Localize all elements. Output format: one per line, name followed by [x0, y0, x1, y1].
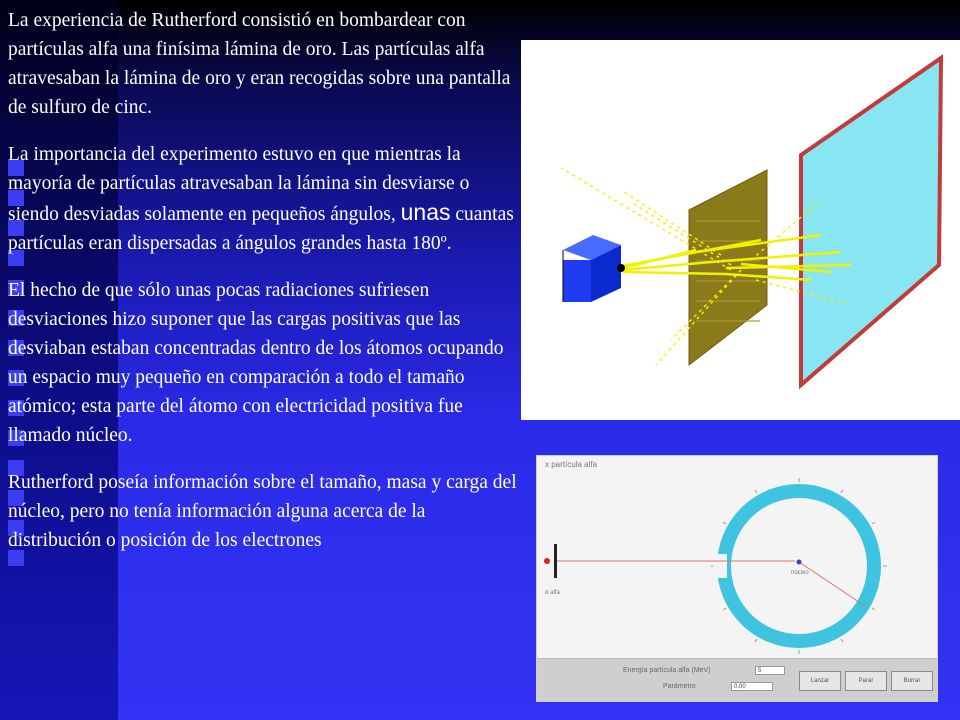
- paragraph-nucleus: El hecho de que sólo unas pocas radiaciones sufriesen desviaciones hizo suponer que las cargas positivas que las desviaban estaban concentradas dentro de los átomos ocupando un espacio muy pequeño en comparación a todo el tamaño atómico; esta parte del átomo con electricidad positiva fue llamado núcleo.: [8, 280, 504, 446]
- detector-ring: [724, 491, 874, 641]
- energy-input[interactable]: 5: [755, 666, 785, 675]
- importance-text-start: La importancia del experimento estuvo en que mientras la mayoría de partículas atravesaban la lámina sin desviarse o siendo desviadas solamente en pequeños ángulos,: [8, 144, 470, 225]
- angle-markers: [711, 478, 887, 654]
- zinc-sulfide-screen: [801, 58, 941, 385]
- slide-text: [8, 6, 520, 573]
- rutherford-experiment-illustration: [521, 40, 960, 420]
- parameter-label: Parámetro: [663, 683, 696, 690]
- alpha-source-box-front: [563, 260, 591, 302]
- clear-button[interactable]: Borrar: [891, 671, 933, 691]
- energy-label: Energía partícula alfa (MeV): [623, 667, 711, 674]
- source-label: α alfa: [545, 590, 560, 596]
- parameter-input[interactable]: 0,00: [731, 682, 773, 691]
- alpha-emitter: [554, 544, 557, 578]
- simulation-title: x partícula alfa: [545, 460, 598, 469]
- paragraph-electrons: Rutherford poseía información sobre el tamaño, masa y carga del núcleo, pero no tenía información alguna acerca de la distribución o posición de los electrones: [8, 472, 517, 551]
- emitter-dot: [544, 558, 550, 564]
- scattered-trajectory: [799, 562, 865, 606]
- simulation-controls: [537, 658, 937, 701]
- emphasized-word: unas: [400, 199, 451, 225]
- launch-button[interactable]: Lanzar: [799, 671, 841, 691]
- nucleus-label: núcleo: [791, 570, 809, 576]
- ring-gap: [713, 554, 727, 578]
- paragraph-experiment: La experiencia de Rutherford consistió en bombardear con partículas alfa una finísima lámina de oro. Las partículas alfa atravesaban la lámina de oro y eran recogidas sobre una pantalla de sulfuro de cinc.: [8, 10, 511, 118]
- source-aperture: [617, 264, 625, 272]
- experiment-diagram: [521, 40, 960, 420]
- paragraph-importance: [8, 140, 520, 258]
- scattering-simulation: [536, 455, 938, 702]
- stop-button[interactable]: Parar: [845, 671, 887, 691]
- simulation-diagram: [537, 456, 937, 661]
- nucleus-icon: [797, 560, 802, 565]
- importance-text-end: cuantas partículas eran dispersadas a ángulos grandes hasta 180º.: [8, 204, 514, 254]
